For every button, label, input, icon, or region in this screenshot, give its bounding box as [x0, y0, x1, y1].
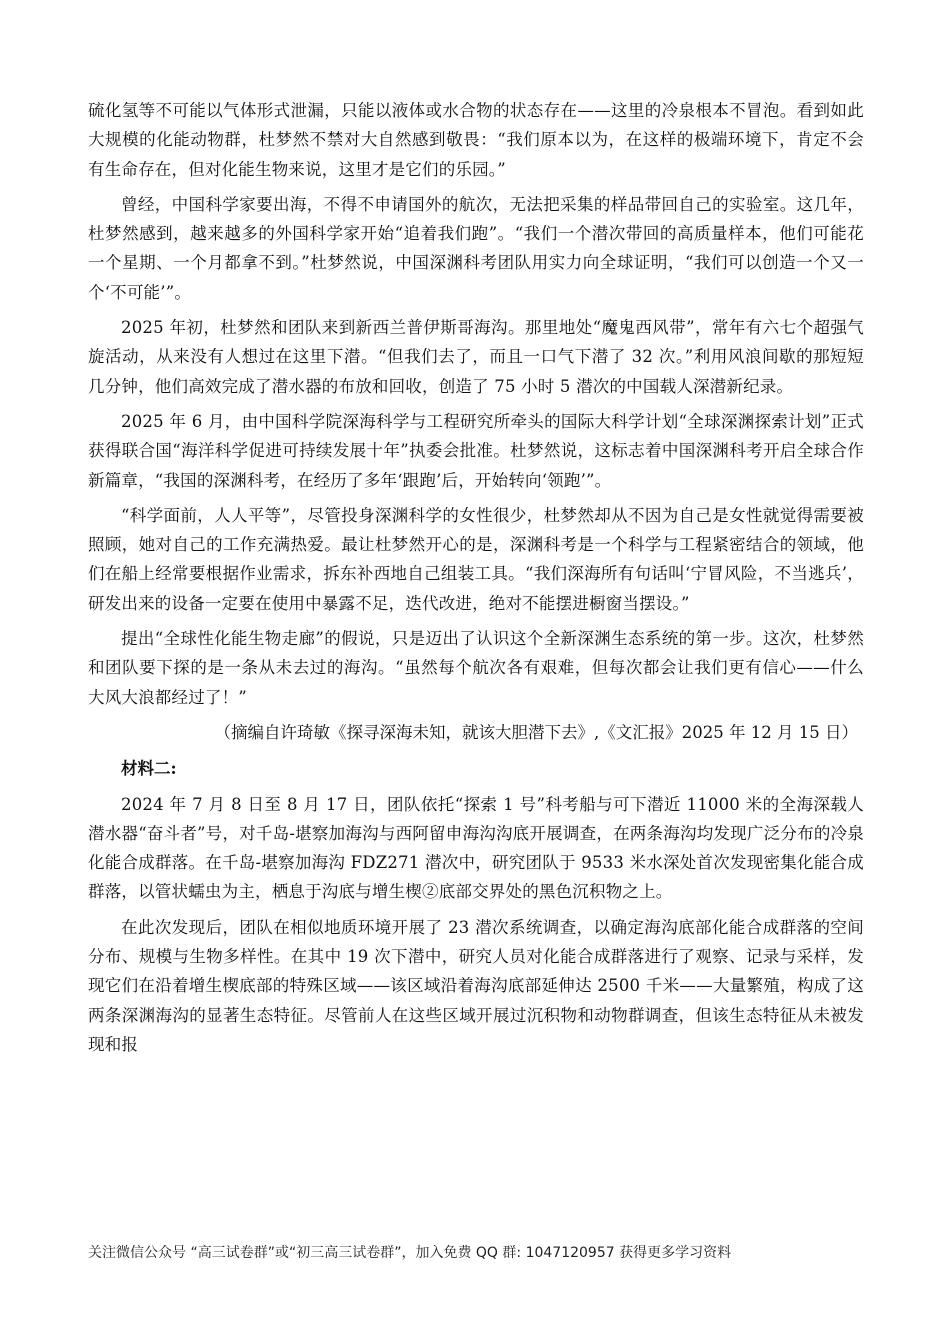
- article-paragraph: 提出“全球性化能生物走廊”的假说，只是迈出了认识这个全新深渊生态系统的第一步。这次，杜梦然和团队要下探的是一条从未去过的海沟。“虽然每个航次各有艰难，但每次都会让我们更有信心——什么大风大浪都经过了！”: [88, 629, 864, 707]
- article-paragraph: 曾经，中国科学家要出海，不得不申请国外的航次，无法把采集的样品带回自己的实验室。这几年，杜梦然感到，越来越多的外国科学家开始“追着我们跑”。“我们一个潜次带回的高质量样本，他们可能花一个星期、一个月都拿不到。”杜梦然说，中国深渊科考团队用实力向全球证明，“我们可以创造一个又一个‘不可能’”。: [88, 194, 864, 302]
- article-paragraph: 硫化氢等不可能以气体形式泄漏，只能以液体或水合物的状态存在——这里的冷泉根本不冒泡。看到如此大规模的化能动物群，杜梦然不禁对大自然感到敬畏：“我们原本以为，在这样的极端环境下，肯定不会有生命存在，但对化能生物来说，这里才是它们的乐园。”: [88, 101, 864, 179]
- material-paragraph: 2024 年 7 月 8 日至 8 月 17 日，团队依托“探索 1 号”科考船与可下潜近 11000 米的全海深载人潜水器“奋斗者”号，对千岛-堪察加海沟与西阿留申海沟沟底开展调查，在两条海沟均发现广泛分布的冷泉化能合成群落。在千岛-堪察加海沟 FDZ271 潜次中，研究团队于 9533 米水深处首次发现密集化能合成群落，以管状蠕虫为主，栖息于沟底与增生楔②底部交界处的黑色沉积物之上。: [88, 794, 864, 902]
- section-heading-material-2: 材料二:: [121, 759, 177, 779]
- article-paragraph: “科学面前，人人平等”，尽管投身深渊科学的女性很少，杜梦然却从不因为自己是女性就觉得需要被照顾，她对自己的工作充满热爱。最让杜梦然开心的是，深渊科考是一个科学与工程紧密结合的领域，他们在船上经常要根据作业需求，拆东补西地自己组装工具。“我们深海所有句话叫‘宁冒风险，不当逃兵’，研发出来的设备一定要在使用中暴露不足，迭代改进，绝对不能摆进橱窗当摆设。”: [88, 505, 864, 613]
- article-source-citation: （摘编自许琦敏《探寻深海未知，就该大胆潜下去》,《文汇报》2025 年 12 月 15 日）: [214, 722, 858, 742]
- page-footer: 关注微信公众号 “高三试卷群”或“初三高三试卷群”，加入免费 QQ 群: 1047120957 获得更多学习资料: [88, 1245, 732, 1261]
- article-paragraph: 2025 年 6 月，由中国科学院深海科学与工程研究所牵头的国际大科学计划“全球深渊探索计划”正式获得联合国“海洋科学促进可持续发展十年”执委会批准。杜梦然说，这标志着中国深渊科考开启全球合作新篇章，“我国的深渊科考，在经历了多年‘跟跑’后，开始转向‘领跑’”。: [88, 411, 864, 490]
- document-body: [88, 96, 864, 1059]
- material-paragraph: 在此次发现后，团队在相似地质环境开展了 23 潜次系统调查，以确定海沟底部化能合成群落的空间分布、规模与生物多样性。在其中 19 次下潜中，研究人员对化能合成群落进行了观察、记录与采样，发现它们在沿着增生楔底部的特殊区域——该区域沿着海沟底部延伸达 2500 千米——大量繁殖，构成了这两条深渊海沟的显著生态特征。尽管前人在这些区域开展过沉积物和动物群调查，但该生态特征从未被发现和报: [88, 917, 864, 1054]
- article-paragraph: 2025 年初，杜梦然和团队来到新西兰普伊斯哥海沟。那里地处“魔鬼西风带”，常年有六七个超强气旋活动，从来没有人想过在这里下潜。“但我们去了，而且一口气下潜了 32 次。”利用风浪间歇的那短短几分钟，他们高效完成了潜水器的布放和回收，创造了 75 小时 5 潜次的中国载人深潜新纪录。: [88, 318, 864, 396]
